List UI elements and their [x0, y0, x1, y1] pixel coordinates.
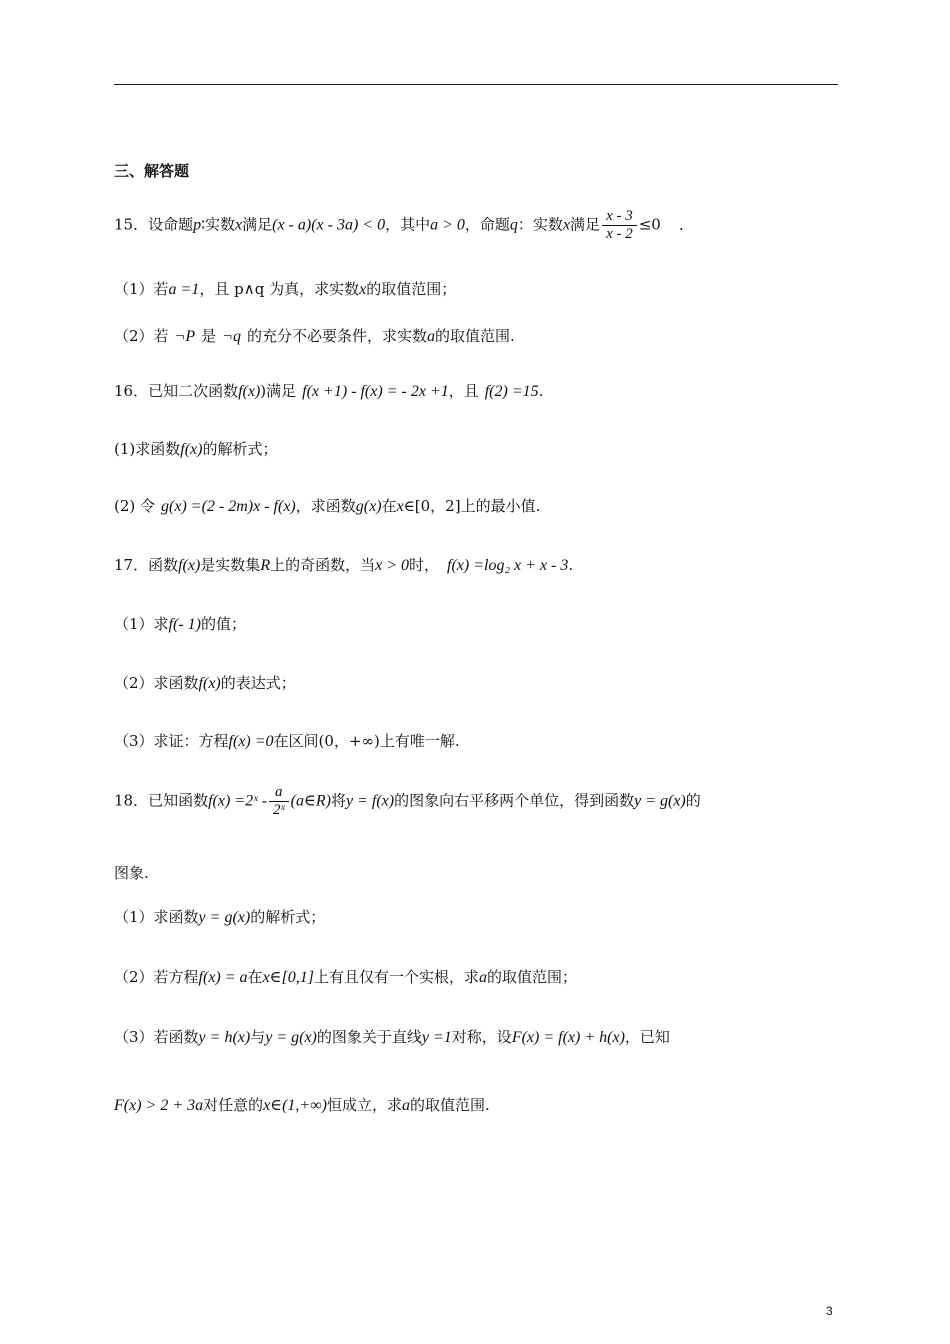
question-16-part-2: (2) 令 g(x) =(2 - 2m)x - f(x)，求函数g(x)在x∈[0，2]上的最小值.	[114, 497, 541, 515]
fraction: $\frac{a}{\text{2ˣ}}$	[269, 784, 289, 819]
question-16-part-1: (1)求函数f(x)的解析式；	[114, 440, 278, 458]
question-18-continued: 图象.	[114, 864, 149, 882]
question-17: 17．函数f(x)是实数集R上的奇函数，当x > 0时， f(x) =log₂ x + x - 3.	[114, 556, 574, 574]
question-17-part-3: （3）求证：方程f(x) =0在区间(0，+∞)上有唯一解.	[114, 732, 460, 750]
section-title: 三、解答题	[114, 162, 190, 180]
question-18-part-1: （1）求函数y = g(x)的解析式；	[114, 908, 326, 926]
header-rule	[114, 84, 838, 85]
fraction: $\frac{x - 3}{x - 2}$	[602, 208, 637, 243]
question-15-part-2: （2）若 ¬P 是 ¬q 的充分不必要条件，求实数a的取值范围.	[114, 327, 515, 345]
question-15-part-1: （1）若a =1，且 p∧q 为真，求实数x的取值范围；	[114, 280, 457, 298]
question-15: 15．设命题p∶实数x满足(x - a)(x - 3a) < 0，其中a > 0，命题q：实数x满足 $\frac{x - 3}{x - 2}$ ≤0 .	[114, 208, 684, 242]
question-16: 16．已知二次函数f(x))满足 f(x +1) - f(x) = - 2x +1，且 f(2) =15.	[114, 382, 544, 400]
question-18: 18．已知函数f(x) =2ˣ - $\frac{a}{\text{2ˣ}}$ (a∈R)将y = f(x)的图象向右平移两个单位，得到函数y = g(x)的	[114, 784, 701, 818]
question-18-part-3: （3）若函数y = h(x)与y = g(x)的图象关于直线y =1对称，设F(x) = f(x) + h(x)，已知	[114, 1028, 670, 1046]
page-number: 3	[826, 1304, 833, 1318]
question-18-part-2: （2）若方程f(x) = a在x∈[0,1]上有且仅有一个实根，求a的取值范围；	[114, 968, 577, 986]
question-17-part-2: （2）求函数f(x)的表达式；	[114, 674, 296, 692]
question-18-part-3-continued: F(x) > 2 + 3a对任意的x∈(1,+∞)恒成立，求a的取值范围.	[114, 1096, 490, 1114]
question-17-part-1: （1）求f(- 1)的值；	[114, 615, 246, 633]
